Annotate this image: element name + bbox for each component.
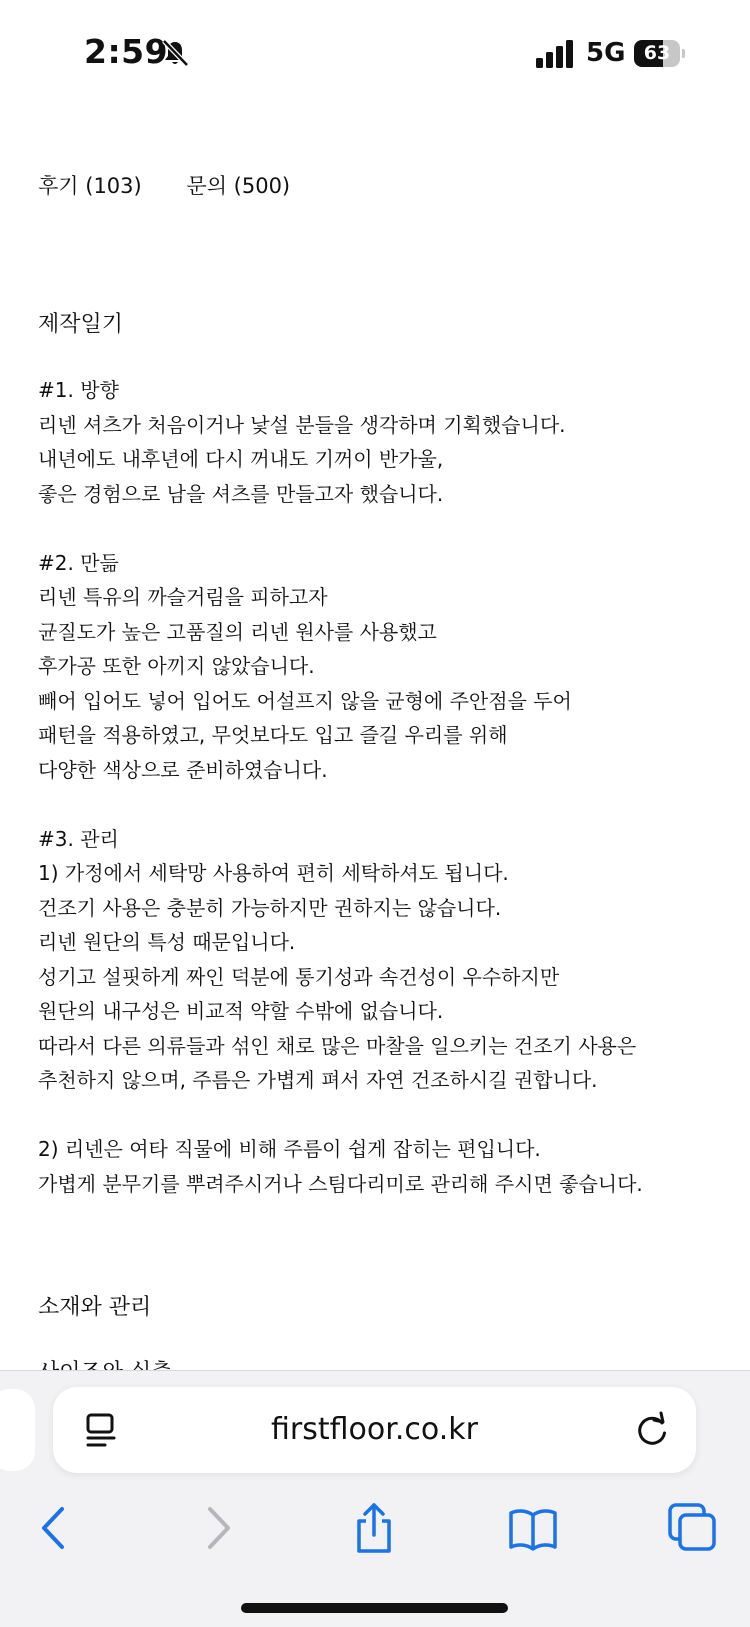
article	[38, 308, 718, 1201]
battery-level: 63	[643, 42, 671, 64]
article-line: 2) 리넨은 여타 직물에 비해 주름이 쉽게 잡히는 편입니다.	[38, 1137, 541, 1161]
share-icon[interactable]	[347, 1501, 401, 1555]
article-line: 원단의 내구성은 비교적 약할 수밖에 없습니다.	[38, 999, 444, 1023]
article-line: 따라서 다른 의류들과 섞인 채로 많은 마찰을 일으키는 건조기 사용은	[38, 1033, 637, 1058]
article-line: #2. 만듦	[38, 550, 119, 575]
previous-tab-peek[interactable]	[0, 1389, 35, 1471]
tab-reviews[interactable]: 후기 (103)	[38, 174, 142, 198]
article-line: 1) 가정에서 세탁망 사용하여 편히 세탁하셔도 됩니다.	[38, 861, 509, 885]
article-line: 리넨 특유의 까슬거림을 피하고자	[38, 585, 328, 609]
status-bar	[0, 0, 750, 110]
bookmarks-icon[interactable]	[506, 1501, 560, 1555]
forward-icon[interactable]	[190, 1501, 244, 1555]
tabs-icon[interactable]	[666, 1501, 720, 1555]
article-line: 가볍게 분무기를 뿌려주시거나 스팀다리미로 관리해 주시면 좋습니다.	[38, 1171, 643, 1196]
article-paragraph	[38, 1132, 718, 1201]
network-type: 5G	[586, 38, 626, 68]
article-line: 리넨 원단의 특성 때문입니다.	[38, 930, 296, 954]
reload-icon[interactable]	[634, 1411, 670, 1449]
back-icon[interactable]	[28, 1501, 82, 1555]
article-line: 성기고 설핏하게 짜인 덕분에 통기성과 속건성이 우수하지만	[38, 964, 560, 989]
article-line: #3. 관리	[38, 826, 119, 851]
article-paragraph	[38, 546, 718, 788]
browser-toolbar	[0, 1489, 750, 1569]
article-line: 추천하지 않으며, 주름은 가볍게 펴서 자연 건조하시길 권합니다.	[38, 1068, 598, 1092]
article-line: 리넨 셔츠가 처음이거나 낯설 분들을 생각하며 기획했습니다.	[38, 412, 566, 437]
article-paragraph	[38, 373, 718, 511]
article-line: 후가공 또한 아끼지 않았습니다.	[38, 654, 315, 678]
article-title: 제작일기	[38, 312, 124, 337]
signal-icon	[536, 40, 576, 68]
status-time: 2:59	[84, 32, 169, 71]
article-line: 다양한 색상으로 준비하였습니다.	[38, 757, 328, 782]
article-line: 좋은 경험으로 남을 셔츠를 만들고자 했습니다.	[38, 481, 444, 506]
tab-inquiries[interactable]: 문의 (500)	[186, 174, 291, 198]
article-line: 내년에도 내후년에 다시 꺼내도 기꺼이 반가울,	[38, 447, 444, 471]
bell-slash-icon	[160, 38, 190, 68]
url-text[interactable]: firstfloor.co.kr	[271, 1412, 478, 1447]
article-line: #1. 방향	[38, 378, 119, 402]
section-material-care[interactable]: 소재와 관리	[38, 1295, 152, 1320]
battery-icon	[634, 40, 684, 67]
home-indicator[interactable]	[241, 1603, 508, 1613]
article-line: 패턴을 적용하였고, 무엇보다도 입고 즐길 우리를 위해	[38, 723, 508, 747]
article-line: 균질도가 높은 고품질의 리넨 원사를 사용했고	[38, 619, 437, 644]
article-paragraph	[38, 822, 718, 1098]
article-line: 건조기 사용은 충분히 가능하지만 권하지는 않습니다.	[38, 895, 502, 920]
browser-chrome	[0, 1370, 750, 1627]
address-bar[interactable]	[53, 1387, 696, 1473]
article-line: 빼어 입어도 넣어 입어도 어설프지 않을 균형에 주안점을 두어	[38, 688, 572, 713]
product-tabs	[38, 170, 328, 200]
